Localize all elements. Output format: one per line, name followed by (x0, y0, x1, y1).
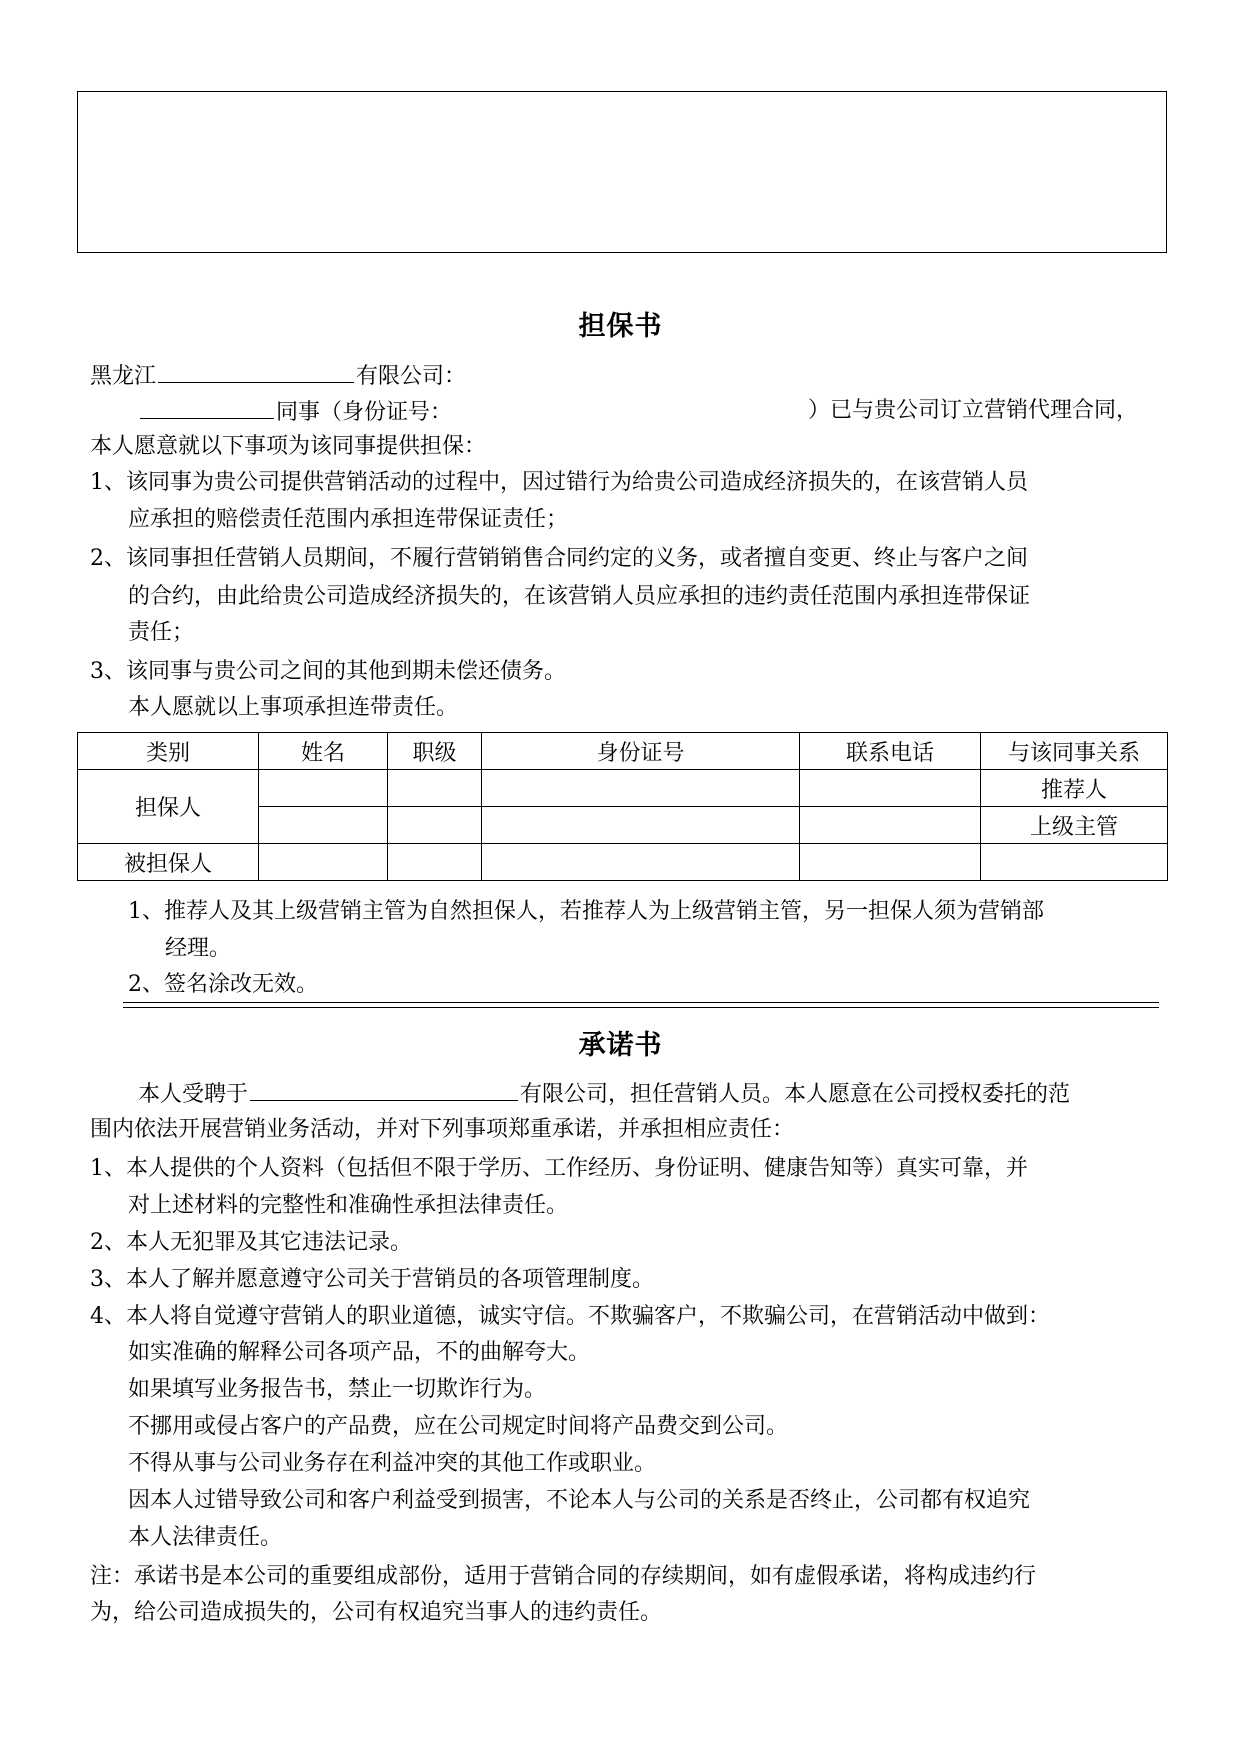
company-name-blank[interactable] (158, 360, 354, 383)
guarantee-item2-line2: 的合约，由此给贵公司造成经济损失的，在该营销人员应承担的违约责任范围内承担连带保证 (128, 584, 1031, 609)
guarantor1-rank-cell[interactable] (388, 770, 482, 807)
commitment-item1-line2: 对上述材料的完整性和准确性承担法律责任。 (128, 1193, 569, 1218)
addressee-prefix: 黑龙江 (90, 364, 157, 389)
contract-text: ）已与贵公司订立营销代理合同， (808, 398, 1139, 423)
table-header-row (78, 733, 1168, 770)
section-divider (123, 1002, 1159, 1003)
commitment-note-line1: 注：承诺书是本公司的重要组成部份，适用于营销合同的存续期间，如有虚假承诺，将构成违约行 (90, 1564, 1037, 1589)
commitment-intro-line2: 围内依法开展营销业务活动，并对下列事项郑重承诺，并承担相应责任： (90, 1117, 795, 1142)
commitment-intro-prefix: 本人受聘于 (138, 1082, 249, 1107)
guarantor1-phone-cell[interactable] (800, 770, 981, 807)
relation-supervisor: 上级主管 (981, 807, 1168, 844)
commitment-item4-line1: 4、本人将自觉遵守营销人的职业道德，诚实守信。不欺骗客户，不欺骗公司，在营销活动中做到： (90, 1304, 1051, 1329)
guarantor2-rank-cell[interactable] (388, 807, 482, 844)
commitment-intro-line1 (138, 1078, 1070, 1110)
header-name: 姓名 (259, 733, 388, 770)
commitment-item3: 3、本人了解并愿意遵守公司关于营销员的各项管理制度。 (90, 1267, 654, 1292)
guarantor-label: 担保人 (78, 770, 259, 844)
guarantee-item2-line1: 2、该同事担任营销人员期间，不履行营销销售合同约定的义务，或者擅自变更、终止与客户之间 (90, 546, 1029, 571)
guaranteed-rank-cell[interactable] (388, 844, 482, 881)
guarantee-item1-line2: 应承担的赔偿责任范围内承担连带保证责任； (128, 507, 569, 532)
header-phone: 联系电话 (800, 733, 981, 770)
guarantor1-id-cell[interactable] (482, 770, 800, 807)
note2: 2、签名涂改无效。 (128, 972, 318, 997)
employer-name-blank[interactable] (250, 1078, 518, 1101)
guarantee-item1-line1: 1、该同事为贵公司提供营销活动的过程中，因过错行为给贵公司造成经济损失的，在该营销人员 (90, 470, 1029, 495)
guarantee-title: 担保书 (578, 311, 663, 342)
commitment-item2: 2、本人无犯罪及其它违法记录。 (90, 1230, 412, 1255)
guarantee-closing: 本人愿就以上事项承担连带责任。 (128, 695, 459, 720)
note1-line2: 经理。 (165, 936, 232, 961)
guaranteed-id-cell[interactable] (482, 844, 800, 881)
guarantee-intro: 本人愿意就以下事项为该同事提供担保： (90, 434, 487, 459)
commitment-sub2: 如果填写业务报告书，禁止一切欺诈行为。 (128, 1377, 547, 1402)
commitment-title: 承诺书 (578, 1030, 663, 1061)
colleague-name-blank[interactable] (140, 396, 274, 419)
guaranteed-label: 被担保人 (78, 844, 259, 881)
relation-recommender: 推荐人 (981, 770, 1168, 807)
guarantor2-id-cell[interactable] (482, 807, 800, 844)
table-row (78, 770, 1168, 807)
commitment-note-line2: 为，给公司造成损失的，公司有权追究当事人的违约责任。 (90, 1600, 663, 1625)
commitment-sub5-line1: 因本人过错导致公司和客户利益受到损害，不论本人与公司的关系是否终止，公司都有权追究 (128, 1488, 1031, 1513)
colleague-line (138, 396, 452, 428)
guaranteed-name-cell[interactable] (259, 844, 388, 881)
guarantor1-name-cell[interactable] (259, 770, 388, 807)
colleague-label: 同事（身份证号： (276, 400, 453, 425)
guarantee-item3: 3、该同事与贵公司之间的其他到期未偿还债务。 (90, 659, 566, 684)
header-id-number: 身份证号 (482, 733, 800, 770)
table-row (78, 844, 1168, 881)
commitment-sub3: 不挪用或侵占客户的产品费，应在公司规定时间将产品费交到公司。 (128, 1414, 789, 1439)
guaranteed-phone-cell[interactable] (800, 844, 981, 881)
addressee-suffix: 有限公司： (356, 364, 467, 389)
guarantor-table (77, 732, 1168, 881)
commitment-item1-line1: 1、本人提供的个人资料（包括但不限于学历、工作经历、身份证明、健康告知等）真实可靠，并 (90, 1156, 1029, 1181)
header-relation: 与该同事关系 (981, 733, 1168, 770)
guarantor2-name-cell[interactable] (259, 807, 388, 844)
addressee-line (90, 360, 466, 392)
guarantee-item2-line3: 责任； (128, 620, 195, 645)
note1-line1: 1、推荐人及其上级营销主管为自然担保人，若推荐人为上级营销主管，另一担保人须为营销部 (128, 899, 1045, 924)
commitment-intro-suffix: 有限公司，担任营销人员。本人愿意在公司授权委托的范 (520, 1082, 1071, 1107)
header-rank: 职级 (388, 733, 482, 770)
guarantor2-phone-cell[interactable] (800, 807, 981, 844)
guaranteed-relation-cell[interactable] (981, 844, 1168, 881)
header-category: 类别 (78, 733, 259, 770)
blank-header-box (77, 91, 1167, 253)
section-divider (123, 1007, 1159, 1008)
commitment-sub4: 不得从事与公司业务存在利益冲突的其他工作或职业。 (128, 1451, 657, 1476)
commitment-sub1: 如实准确的解释公司各项产品，不的曲解夸大。 (128, 1340, 591, 1365)
commitment-sub5-line2: 本人法律责任。 (128, 1525, 283, 1550)
